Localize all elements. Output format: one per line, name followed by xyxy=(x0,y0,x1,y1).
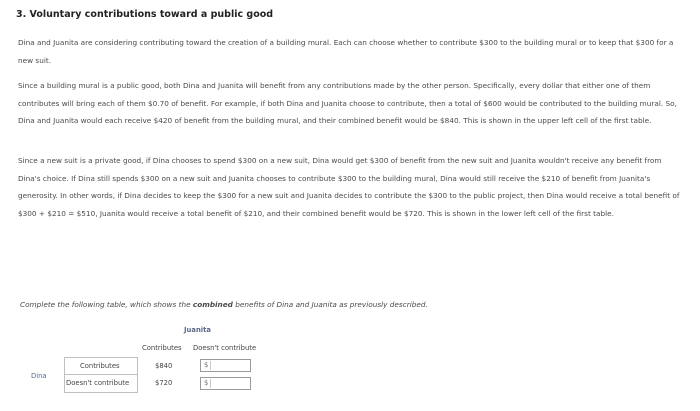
instruction-prefix: Complete the following table, which shows the xyxy=(20,300,193,309)
paragraph-intro: Dina and Juanita are considering contributing toward the creation of a building mural. Each can choose whether to contribute $300 to the building mural or to keep that $300 for a new suit. xyxy=(18,38,674,65)
instruction-suffix: benefits of Dina and Juanita as previously described. xyxy=(232,300,428,309)
answer-input-doesnt-doesnt[interactable] xyxy=(200,377,251,390)
column-player-label: Juanita xyxy=(184,326,211,334)
input-separator xyxy=(210,361,211,370)
paragraph-public-good: Since a building mural is a public good, both Dina and Juanita will benefit from any contributions made by the other person. Specifically, every dollar that either one of them contributes will bring each of them $0.70 of benefit. For example, if both Dina and Juanita choose to contribute, then a total of $600 would be contributed to the building mural. So, Dina and Juanita would each receive $420 of benefit from the building mural, and their combined benefit would be $840. This is shown in the upper left cell of the first table. xyxy=(18,81,677,125)
answer-input-contributes-doesnt[interactable] xyxy=(200,359,251,372)
dollar-sign: $ xyxy=(204,379,209,387)
answer-field-1[interactable] xyxy=(212,360,250,371)
cell-contributes-contributes: $840 xyxy=(155,362,173,370)
row-player-label: Dina xyxy=(31,372,47,380)
instruction-emphasis: combined xyxy=(192,300,233,309)
answer-field-2[interactable] xyxy=(212,378,250,389)
column-header-doesnt-contribute: Doesn't contribute xyxy=(193,344,257,352)
question-title: 3. Voluntary contributions toward a public good xyxy=(16,9,274,20)
column-header-contributes: Contributes xyxy=(142,344,182,352)
cell-doesnt-contributes: $720 xyxy=(155,379,173,387)
row-header-contributes: Contributes xyxy=(80,362,120,370)
row-header-doesnt-contribute: Doesn't contribute xyxy=(66,379,130,387)
table-instruction xyxy=(20,300,428,309)
row-divider xyxy=(64,374,137,375)
dollar-sign: $ xyxy=(204,361,209,369)
paragraph-private-good: Since a new suit is a private good, if Dina chooses to spend $300 on a new suit, Dina would get $300 of benefit from the new suit and Juanita wouldn't receive any benefit from Dina's choice. If Dina still spends $300 on a new suit and Juanita chooses to contribute $300 to the building mural, Dina would still receive the $210 of benefit from Juanita's generosity. In other words, if Dina decides to keep the $300 for a new suit and Juanita decides to contribute the $300 to the public project, then Dina would receive a total benefit of $300 + $210 = $510, Juanita would receive a total benefit of $210, and their combined benefit would be $720. This is shown in the lower left cell of the first table. xyxy=(18,156,680,218)
input-separator xyxy=(210,379,211,388)
